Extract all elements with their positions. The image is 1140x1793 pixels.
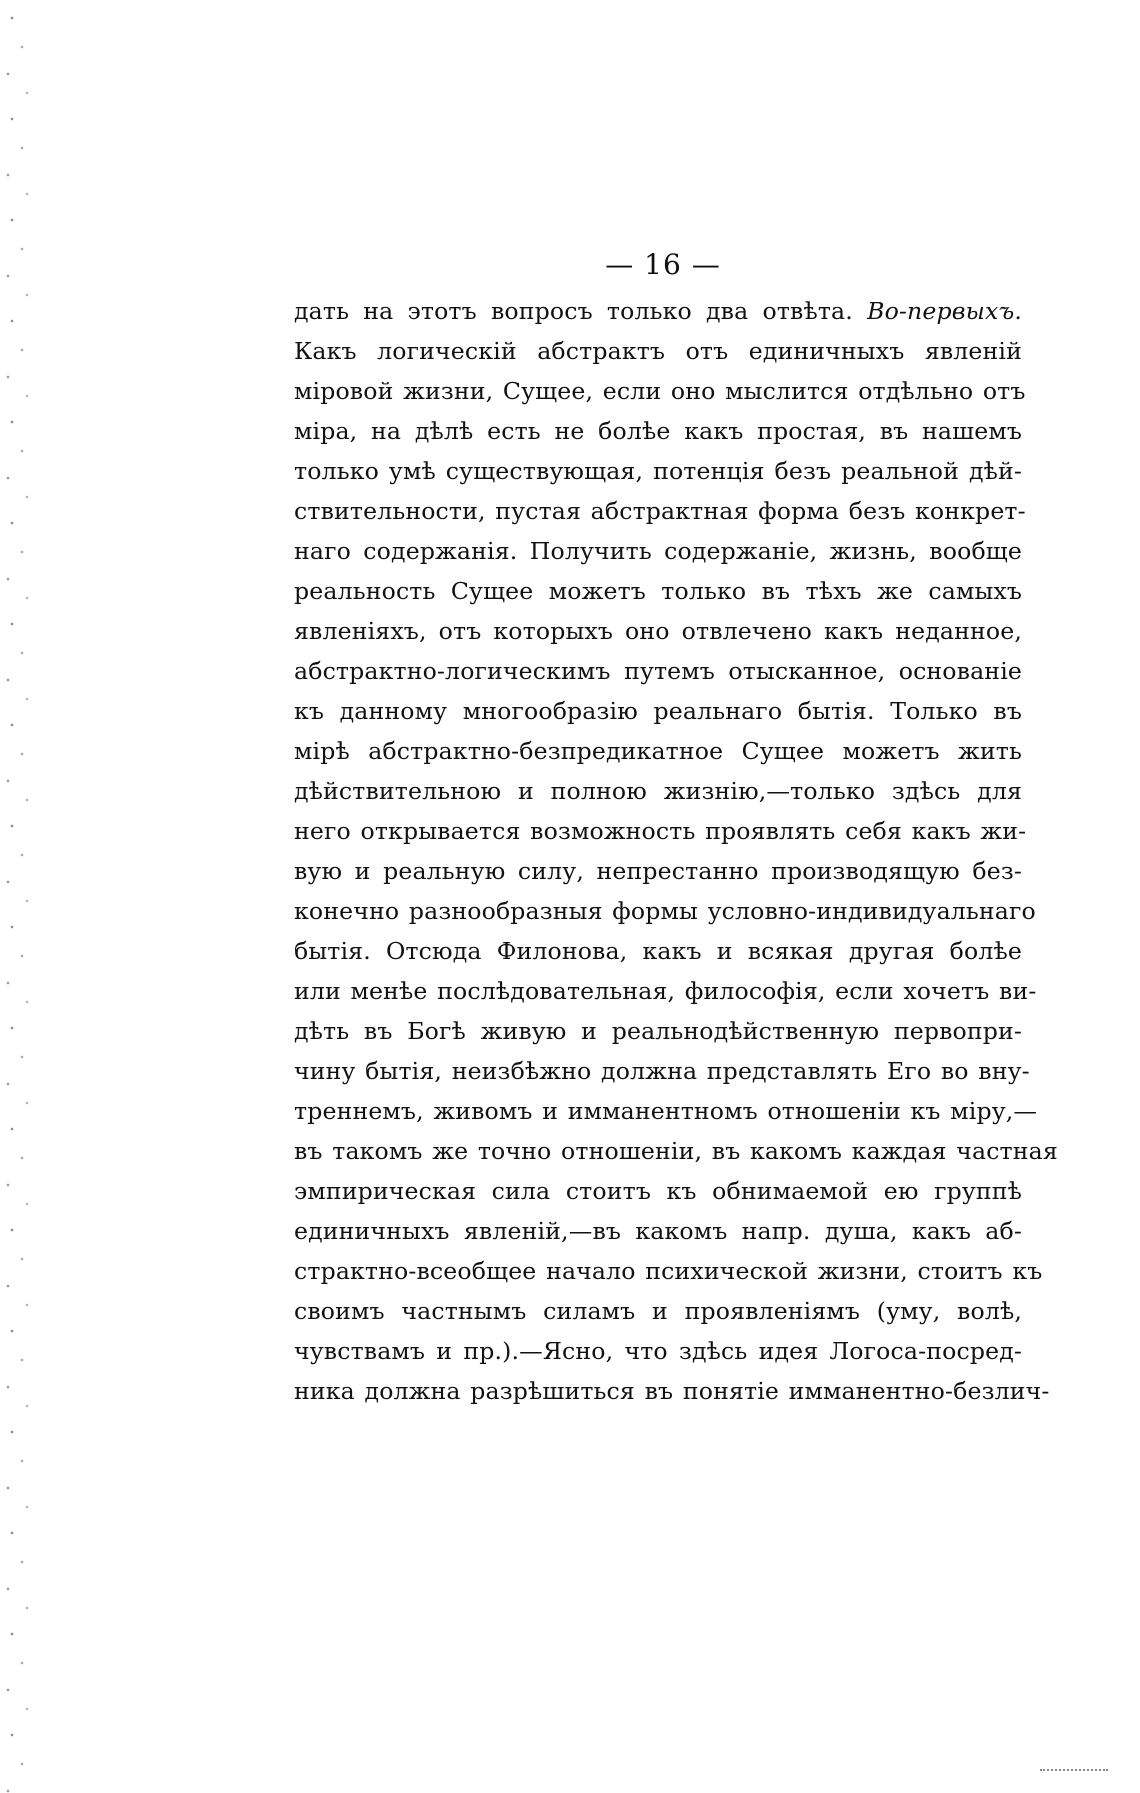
text-line-main: дать на этотъ вопросъ только два отвѣта. [294, 297, 853, 325]
page-number: — 16 — [605, 248, 721, 281]
text-line: наго содержанія. Получить содержаніе, жизнь, вообще [294, 537, 1022, 565]
italic-phrase: Во-первыхъ. [867, 297, 1022, 325]
text-line: или менѣе послѣдовательная, философія, если хочетъ ви- [294, 977, 1037, 1005]
body-text [294, 291, 1058, 1411]
text-line: дѣть въ Богѣ живую и реальнодѣйственную первопри- [294, 1017, 1022, 1045]
text-line: бытія. Отсюда Филонова, какъ и всякая другая болѣе [294, 937, 1022, 965]
text-line: Какъ логическій абстрактъ отъ единичныхъ явленій [294, 337, 1022, 365]
text-line: абстрактно-логическимъ путемъ отысканное, основаніе [294, 657, 1022, 685]
text-line: мірѣ абстрактно-безпредикатное Сущее можетъ жить [294, 737, 1022, 765]
text-line: міра, на дѣлѣ есть не болѣе какъ простая, въ нашемъ [294, 417, 1022, 445]
text-line: единичныхъ явленій,—въ какомъ напр. душа, какъ аб- [294, 1217, 1022, 1245]
text-line: треннемъ, живомъ и имманентномъ отношеніи къ міру,— [294, 1097, 1038, 1125]
text-line: ствительности, пустая абстрактная форма безъ конкрет- [294, 497, 1026, 525]
text-line: эмпирическая сила стоитъ къ обнимаемой ею группѣ [294, 1177, 1022, 1205]
text-line: реальность Сущее можетъ только въ тѣхъ же самыхъ [294, 577, 1022, 605]
text-line: него открывается возможность проявлять себя какъ жи- [294, 817, 1027, 845]
text-line: ника должна разрѣшиться въ понятіе имманентно-безлич- [294, 1377, 1050, 1405]
text-line: въ такомъ же точно отношеніи, въ какомъ каждая частная [294, 1137, 1058, 1165]
text-line: міровой жизни, Сущее, если оно мыслится отдѣльно отъ [294, 377, 1026, 405]
text-line: дѣйствительною и полною жизнію,—только здѣсь для [294, 777, 1022, 805]
scan-margin-specks [0, 0, 34, 1793]
text-line: только умѣ существующая, потенція безъ реальной дѣй- [294, 457, 1022, 485]
text-line: явленіяхъ, отъ которыхъ оно отвлечено какъ неданное, [294, 617, 1022, 645]
text-line [294, 291, 1022, 331]
scan-bottom-specks [1040, 1769, 1108, 1773]
text-line: своимъ частнымъ силамъ и проявленіямъ (уму, волѣ, [294, 1297, 1022, 1325]
text-line: конечно разнообразныя формы условно-индивидуальнаго [294, 897, 1036, 925]
text-line: къ данному многообразію реальнаго бытія. Только въ [294, 697, 1022, 725]
text-line: страктно-всеобщее начало психической жизни, стоитъ къ [294, 1257, 1043, 1285]
text-line: чину бытія, неизбѣжно должна представлять Его во вну- [294, 1057, 1030, 1085]
text-line: вую и реальную силу, непрестанно производящую без- [294, 857, 1022, 885]
text-line: чувствамъ и пр.).—Ясно, что здѣсь идея Логоса-посред- [294, 1337, 1022, 1365]
